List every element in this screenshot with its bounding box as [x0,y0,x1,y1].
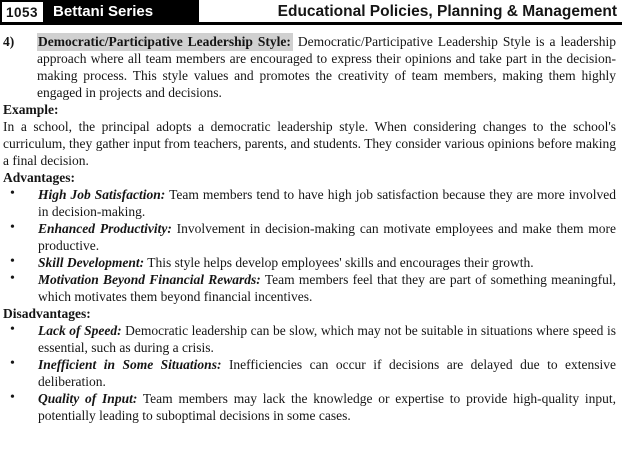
page-header [0,0,622,25]
item-number: 4) [3,34,15,49]
bullet-icon: • [10,271,15,286]
advantage-lead: Skill Development: [38,255,145,270]
disadvantages-heading: Disadvantages: [3,306,91,321]
disadvantage-body: Democratic leadership can be slow, which may not be suitable in situations where speed is essential, such as during a crisis. [38,323,616,355]
bullet-icon: • [10,322,15,337]
advantage-body: Team members tend to have high job satisfaction because they are more involved in decision-making. [38,187,616,219]
advantage-body: This style helps develop employees' skills and encourages their growth. [147,255,534,270]
bullet-icon: • [10,390,15,405]
disadvantage-item [3,322,616,356]
header-title: Educational Policies, Planning & Management [277,2,617,20]
item-body: Democratic/Participative Leadership Style is a leadership approach where all team members are encouraged to express their opinions and take part in the decision-making process. This style values and promotes the creativity of team members, making them highly engaged in projects and decisions. [37,34,617,100]
disadvantage-item [3,390,616,424]
bullet-icon: • [10,254,15,269]
disadvantage-item [3,356,616,390]
advantage-lead: Enhanced Productivity: [38,221,172,236]
disadvantage-body: Inefficiencies can occur if decisions are delayed due to extensive deliberation. [38,357,617,389]
advantage-lead: Motivation Beyond Financial Rewards: [38,272,261,287]
disadvantage-lead: Lack of Speed: [38,323,122,338]
advantage-body: Team members feel that they are part of something meaningful, which motivates them beyond financial incentives. [38,272,616,304]
page-number: 1053 [0,0,45,22]
bullet-icon: • [10,356,15,371]
item-lead-highlighted: Democratic/Participative Leadership Style: [38,34,291,49]
example-body: In a school, the principal adopts a democratic leadership style. When considering changes to the school's curriculum, they gather input from teachers, parents, and students. They consider various opinions before making a final decision. [3,119,616,168]
bullet-icon: • [10,186,15,201]
bullet-icon: • [10,220,15,235]
series-badge: Bettani Series [45,0,199,22]
numbered-item [3,33,616,101]
advantage-item [3,220,616,254]
advantages-heading: Advantages: [3,170,76,185]
advantage-item [3,254,616,271]
page-content [0,25,622,424]
disadvantage-lead: Inefficient in Some Situations: [38,357,222,372]
advantage-body: Involvement in decision-making can motivate employees and make them more productive. [38,221,617,253]
advantage-item [3,271,616,305]
advantage-lead: High Job Satisfaction: [38,187,166,202]
disadvantage-lead: Quality of Input: [38,391,138,406]
disadvantage-body: Team members may lack the knowledge or expertise to provide high-quality input, potentially leading to suboptimal decisions in some cases. [38,391,616,423]
example-heading: Example: [3,102,59,117]
advantage-item [3,186,616,220]
